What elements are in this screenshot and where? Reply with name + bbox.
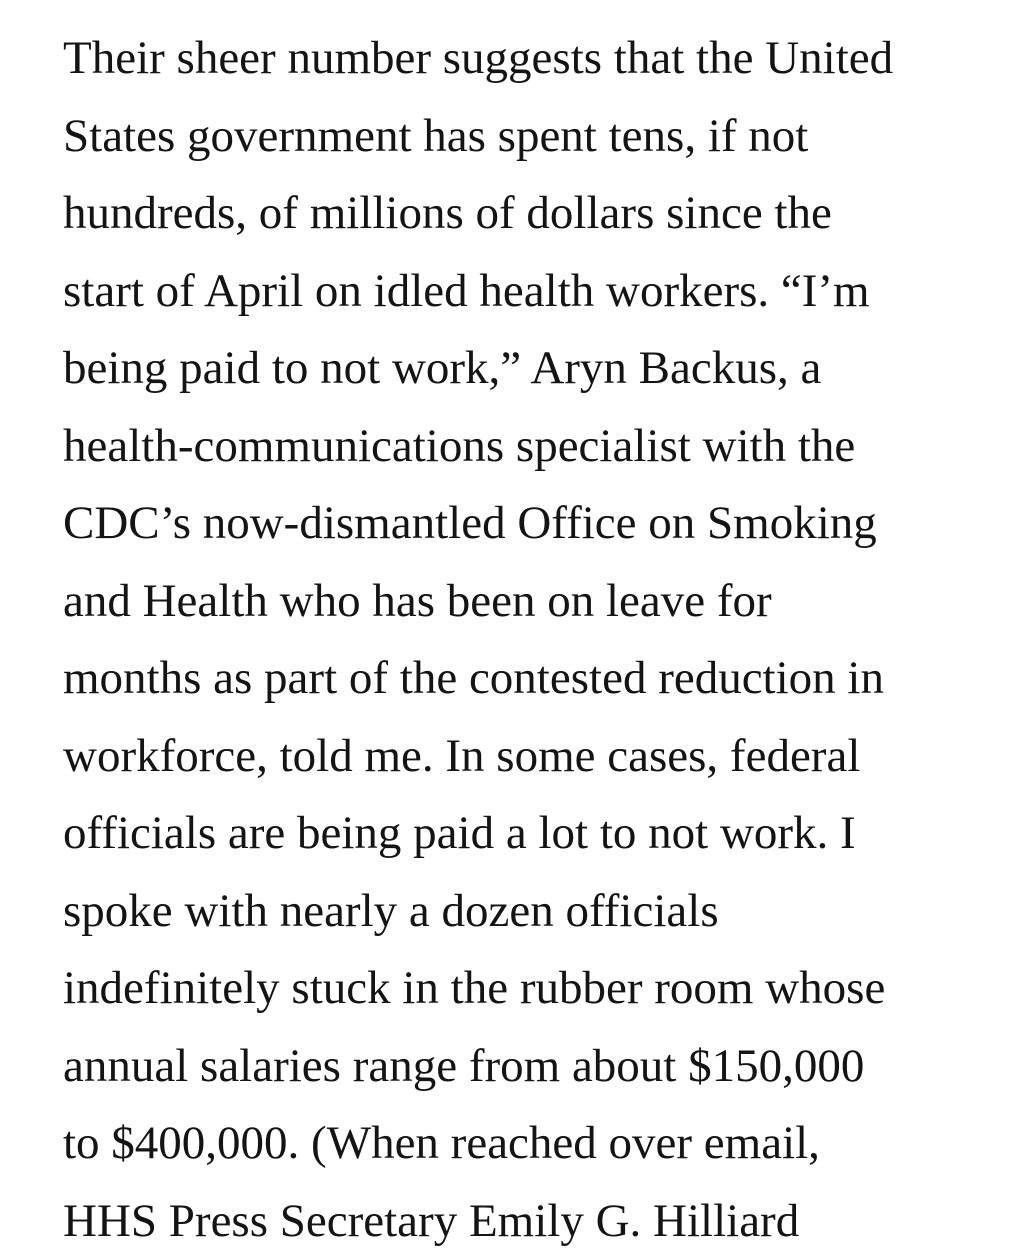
text-line: to $400,000. (When reached over email, — [63, 1105, 963, 1183]
text-line: Their sheer number suggests that the United — [63, 20, 963, 98]
text-line: officials are being paid a lot to not work. I — [63, 795, 963, 873]
text-line-partial: HHS Press Secretary Emily G. Hilliard — [63, 1183, 963, 1260]
text-line: and Health who has been on leave for — [63, 563, 963, 641]
text-line: indefinitely stuck in the rubber room whose — [63, 950, 963, 1028]
text-line: spoke with nearly a dozen officials — [63, 873, 963, 951]
text-line: CDC’s now-dismantled Office on Smoking — [63, 485, 963, 563]
text-line: being paid to not work,” Aryn Backus, a — [63, 330, 963, 408]
text-line: workforce, told me. In some cases, federal — [63, 718, 963, 796]
text-line: months as part of the contested reduction in — [63, 640, 963, 718]
text-line: hundreds, of millions of dollars since the — [63, 175, 963, 253]
article-body — [63, 20, 963, 1260]
text-line: annual salaries range from about $150,000 — [63, 1028, 963, 1106]
text-line: health-communications specialist with the — [63, 408, 963, 486]
text-line: States government has spent tens, if not — [63, 98, 963, 176]
text-line: start of April on idled health workers. “I’m — [63, 253, 963, 331]
